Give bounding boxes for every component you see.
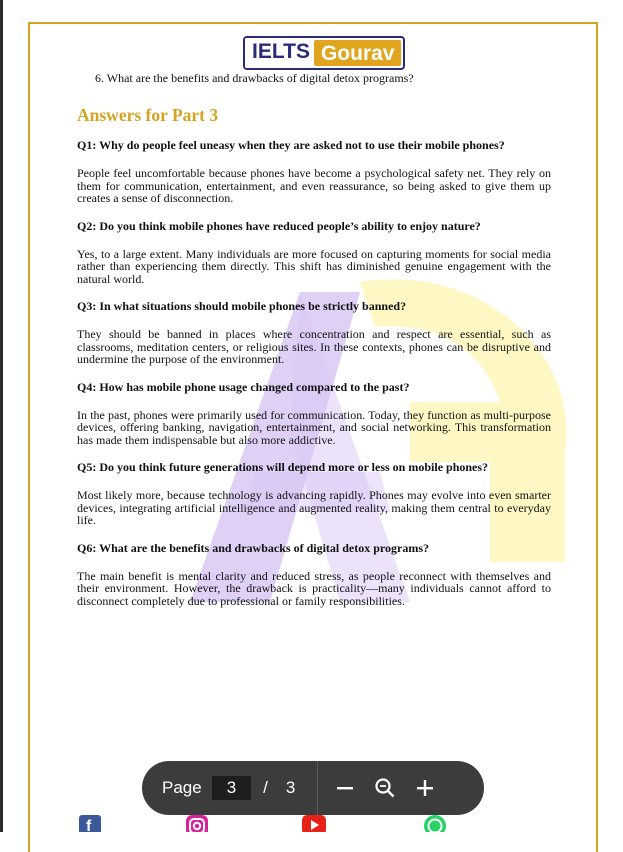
zoom-in-button[interactable] <box>408 771 442 805</box>
qa-block-2 <box>77 219 551 286</box>
question-list-item-6: 6. What are the benefits and drawbacks of digital detox programs? <box>95 71 414 85</box>
footer-social-icons <box>0 815 623 832</box>
zoom-search-button[interactable] <box>368 771 402 805</box>
logo-ielts-text: IELTS <box>245 38 314 68</box>
toolbar-divider <box>317 761 318 815</box>
question-heading: Q5: Do you think future generations will depend more or less on mobile phones? <box>77 460 489 474</box>
question-heading: Q3: In what situations should mobile phones be strictly banned? <box>77 299 407 313</box>
document-content <box>77 70 551 621</box>
svg-text:f: f <box>86 818 92 832</box>
viewer-left-edge <box>0 0 3 832</box>
question-heading: Q6: What are the benefits and drawbacks of digital detox programs? <box>77 540 430 555</box>
question-heading: Q1: Why do people feel uneasy when they are asked not to use their mobile phones? <box>77 138 505 152</box>
qa-block-5 <box>77 460 551 527</box>
answer-paragraph: Yes, to a large extent. Many individuals are more focused on capturing moments for social media rather than experiencing them directly. This shift has diminished genuine engagement with the natural world. <box>77 246 551 286</box>
qa-block-3 <box>77 299 551 366</box>
answer-paragraph: Most likely more, because technology is advancing rapidly. Phones may evolve into even smarter devices, integrating artificial intelligence and augmented reality, making them central to everyday life. <box>77 488 551 527</box>
zoom-out-button[interactable] <box>328 771 362 805</box>
current-page-input[interactable]: 3 <box>212 776 251 800</box>
question-heading: Q2: Do you think mobile phones have reduced people’s ability to enjoy nature? <box>77 218 481 233</box>
whatsapp-icon[interactable] <box>424 815 446 832</box>
youtube-icon[interactable] <box>302 815 326 832</box>
qa-block-1 <box>77 138 551 205</box>
qa-block-6 <box>77 541 551 608</box>
facebook-icon[interactable] <box>79 815 101 832</box>
qa-block-4 <box>77 380 551 447</box>
page-navigation-toolbar <box>142 761 484 815</box>
instagram-icon[interactable] <box>186 815 208 832</box>
answer-paragraph: People feel uncomfortable because phones have become a psychological safety net. They rely on them for communication, entertainment, and even reassurance, so being asked to give them up creates a sense of disconnection. <box>77 166 551 205</box>
zoom-in-icon <box>415 778 435 798</box>
answer-paragraph: They should be banned in places where concentration and respect are essential, such as classrooms, meditation centers, or religious sites. In these contexts, phones can be disruptive and undermine the purpose of the environment. <box>77 327 551 366</box>
zoom-search-icon <box>374 777 396 799</box>
page-label: Page <box>162 778 202 797</box>
question-heading: Q4: How has mobile phone usage changed compared to the past? <box>77 379 410 394</box>
answer-paragraph: The main benefit is mental clarity and reduced stress, as people reconnect with themselves and their environment. However, the drawback is practicality—many individuals cannot afford to disconnect completely due to professional or family responsibilities. <box>77 568 551 608</box>
section-title: Answers for Part 3 <box>77 105 219 125</box>
answer-paragraph: In the past, phones were primarily used for communication. Today, they function as multi-purpose devices, offering banking, navigation, entertainment, and social networking. This transformation has made them indispensable but also more addictive. <box>77 407 551 447</box>
brand-logo <box>243 36 405 70</box>
total-pages: 3 <box>285 778 296 797</box>
zoom-out-icon <box>335 778 355 798</box>
page-separator: / <box>263 778 268 797</box>
logo-gourav-text: Gourav <box>314 40 402 66</box>
